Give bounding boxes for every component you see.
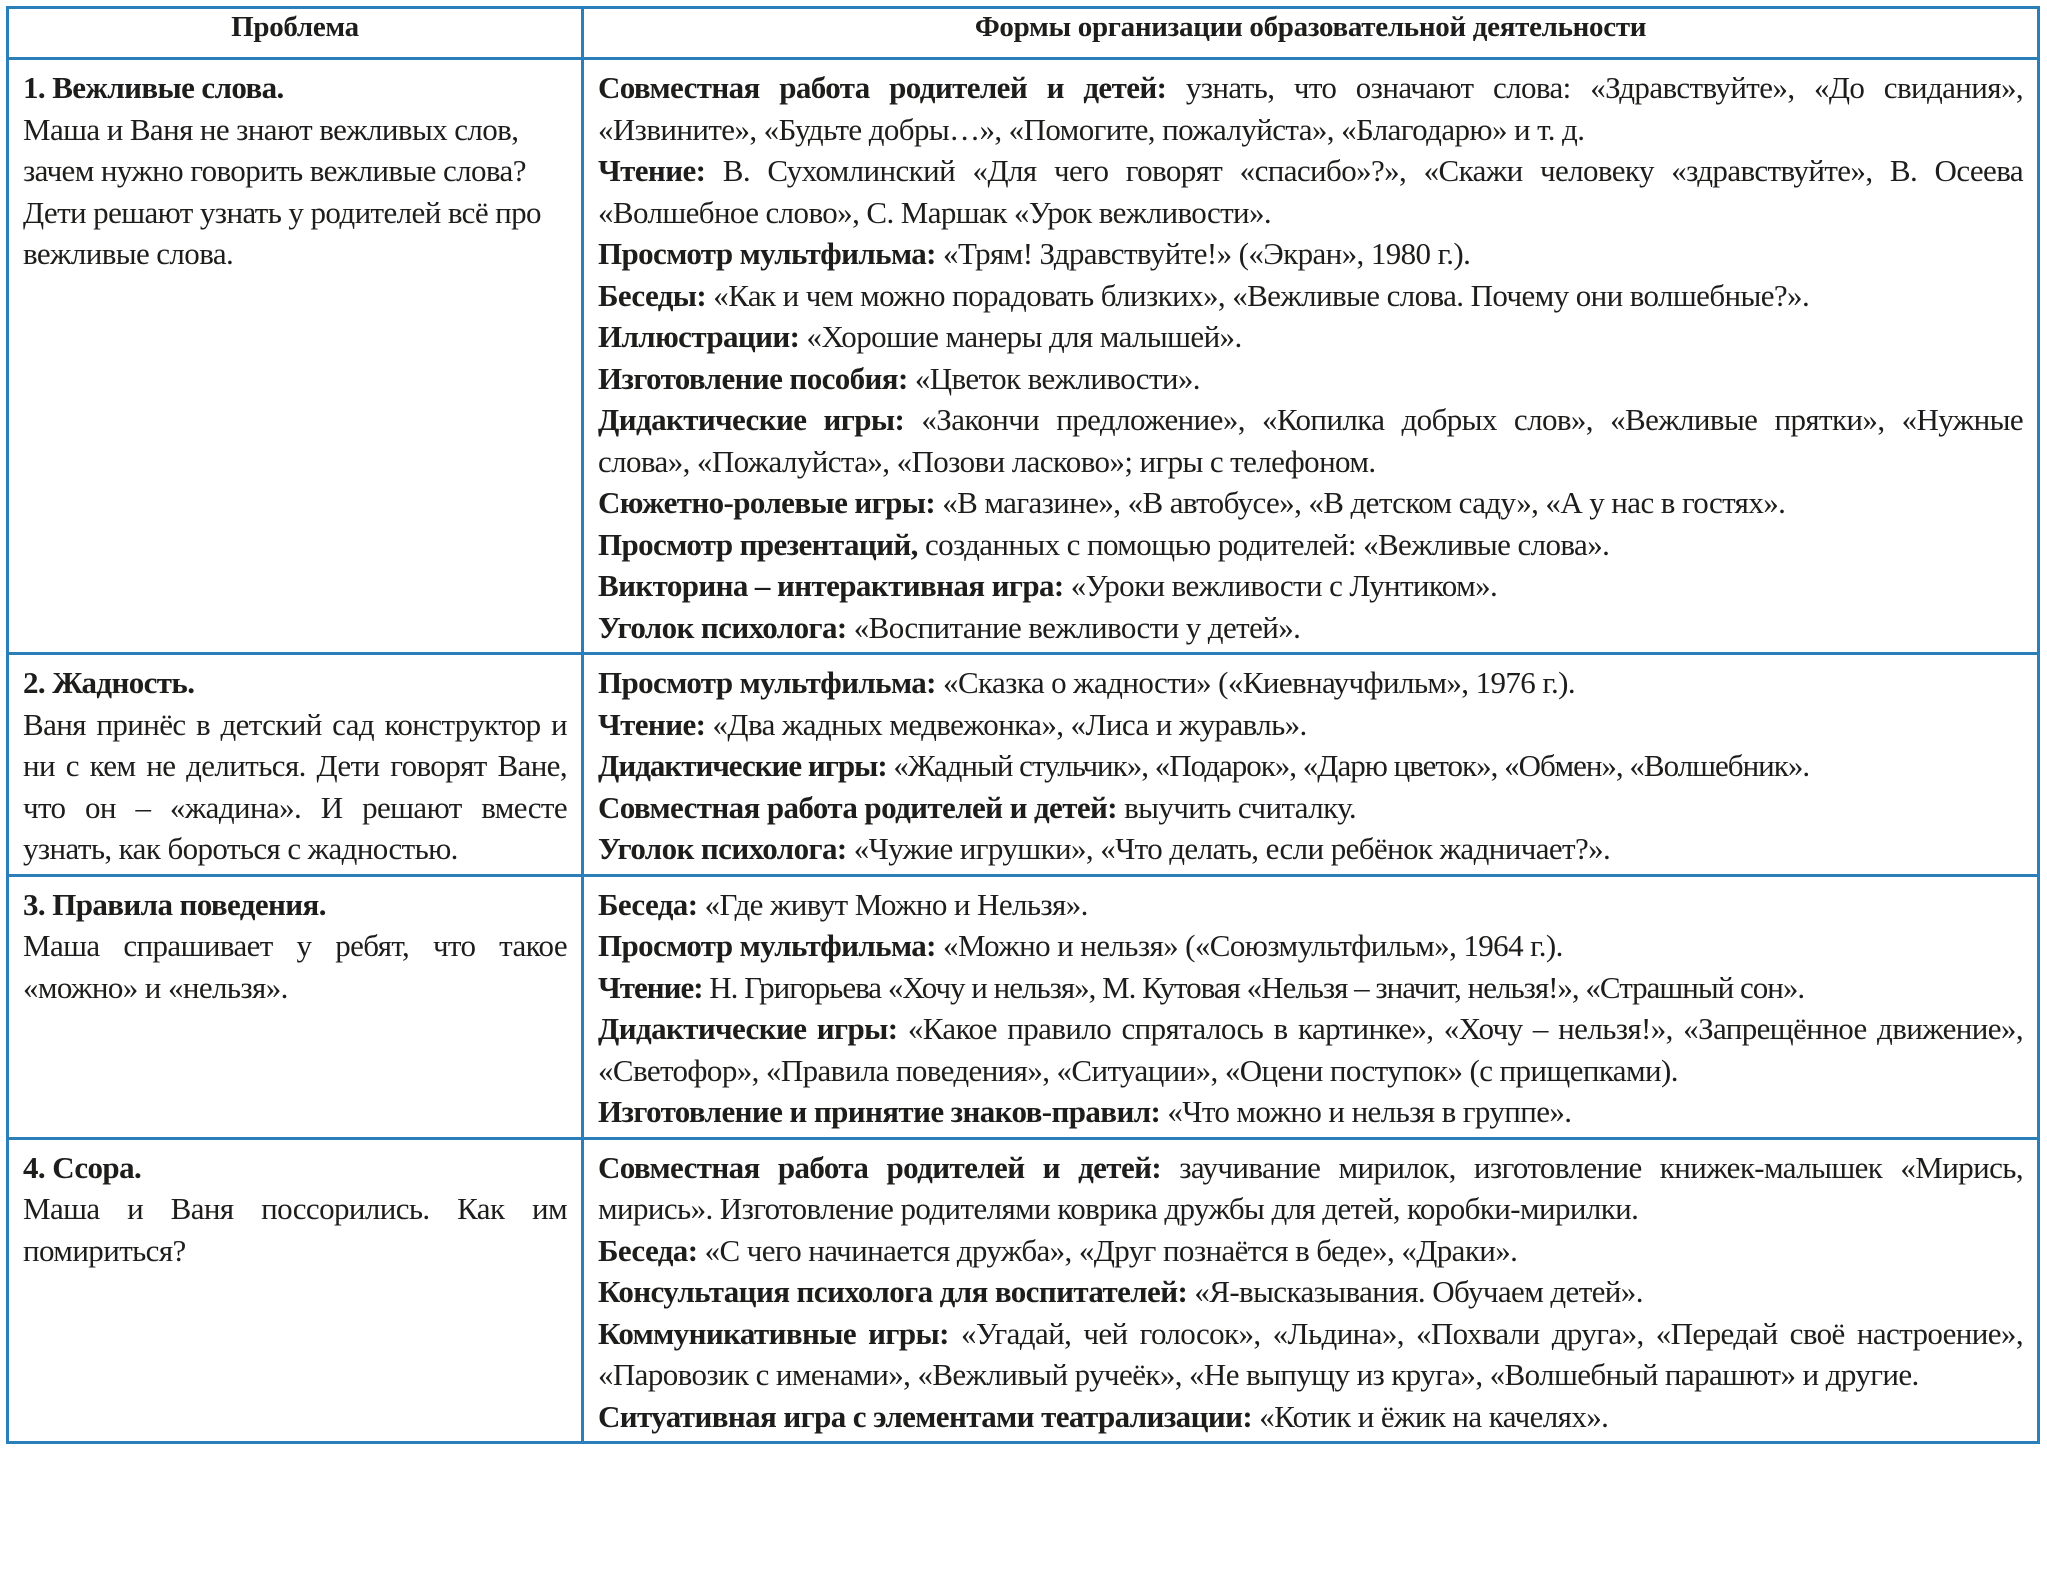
problem-title: 3. Правила поведения. — [23, 886, 326, 922]
problem-description: Ваня принёс в детский сад конструктор и ни с кем не делиться. Дети говорят Ване, что он – «жадина». И решают вместе узнать, как бороться с жадностью. — [23, 706, 567, 866]
table-row — [8, 1138, 2039, 1443]
activity-label: Просмотр презентаций, — [598, 526, 918, 562]
activity-label: Сюжетно-ролевые игры: — [598, 485, 936, 520]
activity-label: Просмотр мультфильма: — [598, 665, 936, 700]
activity-text: заучивание мирилок, изготовление книжек-малышек «Мирись, мирись». Изготовление родителями коврика дружбы для детей, коробки-мирилки. — [598, 1149, 2023, 1226]
activity-text: «Жадный стульчик», «Подарок», «Дарю цветок», «Обмен», «Волшебник». — [886, 748, 1810, 783]
header-problem: Проблема — [8, 8, 583, 59]
activity-text: «С чего начинается дружба», «Друг познаётся в беде», «Драки». — [697, 1232, 1518, 1268]
problem-description: Маша и Ваня поссорились. Как им помириться? — [23, 1191, 567, 1268]
activity-text: «Два жадных медвежонка», «Лиса и журавль». — [705, 706, 1307, 742]
activity-entry — [598, 316, 2023, 358]
activity-text: «Где живут Можно и Нельзя». — [697, 886, 1088, 922]
activity-label: Викторина – интерактивная игра: — [598, 568, 1064, 603]
activity-label: Коммуникативные игры: — [598, 1315, 949, 1351]
activity-text: В. Сухомлинский «Для чего говорят «спасибо»?», «Скажи человеку «здравствуйте», В. Осеева «Волшебное слово», С. Маршак «Урок вежливости». — [598, 153, 2023, 230]
activity-label: Совместная работа родителей и детей: — [598, 1149, 1162, 1185]
activity-text: «Угадай, чей голосок», «Льдина», «Похвали друга», «Передай своё настроение», «Паровозик с именами», «Вежливый ручеёк», «Не выпущу из круга», «Волшебный парашют» и другие. — [598, 1315, 2023, 1392]
activity-text: Н. Григорьева «Хочу и нельзя», М. Кутовая «Нельзя – значит, нельзя!», «Страшный сон». — [702, 969, 1805, 1005]
activity-entry — [598, 67, 2023, 150]
activity-label: Чтение: — [598, 153, 706, 188]
activity-entry — [598, 787, 2023, 829]
activity-entry — [598, 607, 2023, 649]
activity-text: выучить считалку. — [1117, 789, 1357, 825]
activity-text: созданных с помощью родителей: «Вежливые слова». — [917, 526, 1610, 562]
activity-entry — [598, 233, 2023, 275]
activity-text: «Сказка о жадности» («Киевнаучфильм», 1976 г.). — [935, 665, 1575, 700]
activity-label: Просмотр мультфильма: — [598, 236, 936, 271]
activity-entry — [598, 358, 2023, 400]
problem-cell — [8, 1138, 583, 1443]
activity-text: «Уроки вежливости с Лунтиком». — [1063, 568, 1498, 603]
activity-label: Совместная работа родителей и детей: — [598, 789, 1117, 825]
activity-text: «Какое правило спряталось в картинке», «Хочу – нельзя!», «Запрещённое движение», «Светофор», «Правила поведения», «Ситуации», «Оцени поступок» (с прищепками). — [598, 1011, 2023, 1088]
activity-label: Иллюстрации: — [598, 319, 800, 354]
activity-label: Беседа: — [598, 886, 698, 922]
activity-label: Изготовление пособия: — [598, 360, 908, 396]
activity-entry — [598, 967, 2023, 1009]
activity-label: Изготовление и принятие знаков-правил: — [598, 1094, 1161, 1129]
activity-text: узнать, что означают слова: «Здравствуйте», «До свидания», «Извините», «Будьте добры…», «Помогите, пожалуйста», «Благодарю» и т. д. — [598, 70, 2023, 147]
problem-cell — [8, 59, 583, 654]
activity-label: Уголок психолога: — [598, 831, 847, 866]
table-row — [8, 59, 2039, 654]
activity-label: Дидактические игры: — [598, 402, 905, 437]
activity-label: Консультация психолога для воспитателей: — [598, 1274, 1188, 1309]
problem-description: Маша спрашивает у ребят, что такое «можно» и «нельзя». — [23, 928, 567, 1005]
activity-entry — [598, 399, 2023, 482]
activity-entry — [598, 1091, 2023, 1133]
activities-table-container — [6, 6, 2040, 1444]
activity-label: Чтение: — [598, 969, 703, 1005]
activity-label: Беседы: — [598, 277, 707, 313]
activity-text: «Трям! Здравствуйте!» («Экран», 1980 г.). — [935, 236, 1471, 271]
activity-text: «Что можно и нельзя в группе». — [1160, 1094, 1572, 1129]
activities-cell — [583, 654, 2039, 876]
activity-entry — [598, 662, 2023, 704]
activity-entry — [598, 565, 2023, 607]
table-row — [8, 875, 2039, 1138]
activity-label: Совместная работа родителей и детей: — [598, 70, 1167, 105]
activity-entry — [598, 150, 2023, 233]
activity-entry — [598, 1271, 2023, 1313]
activity-text: «Хорошие манеры для малышей». — [799, 319, 1242, 354]
activities-table — [6, 6, 2040, 1444]
activity-entry — [598, 1396, 2023, 1438]
activity-label: Уголок психолога: — [598, 609, 847, 645]
activity-label: Дидактические игры: — [598, 1011, 898, 1046]
activity-label: Беседа: — [598, 1232, 698, 1268]
activities-cell — [583, 875, 2039, 1138]
problem-title: 1. Вежливые слова. — [23, 70, 284, 105]
activity-text: «Котик и ёжик на качелях». — [1252, 1398, 1609, 1434]
activity-entry — [598, 884, 2023, 926]
activity-text: «Я-высказывания. Обучаем детей». — [1187, 1274, 1643, 1309]
activity-entry — [598, 1147, 2023, 1230]
activity-label: Дидактические игры: — [598, 748, 887, 783]
activity-text: «Закончи предложение», «Копилка добрых слов», «Вежливые прятки», «Нужные слова», «Пожалуйста», «Позови ласково»; игры с телефоном. — [598, 402, 2023, 479]
activity-label: Чтение: — [598, 706, 706, 742]
activity-entry — [598, 1008, 2023, 1091]
activity-entry — [598, 745, 2023, 787]
activity-label: Ситуативная игра с элементами театрализации: — [598, 1398, 1253, 1434]
activity-label: Просмотр мультфильма: — [598, 928, 936, 963]
activity-text: «Чужие игрушки», «Что делать, если ребёнок жадничает?». — [846, 831, 1611, 866]
activity-entry — [598, 1313, 2023, 1396]
activity-entry — [598, 1230, 2023, 1272]
problem-description: Маша и Ваня не знают вежливых слов, зачем нужно говорить вежливые слова? Дети решают узнать у родителей всё про вежливые слова. — [23, 111, 541, 271]
table-row — [8, 654, 2039, 876]
problem-title: 2. Жадность. — [23, 665, 195, 700]
activities-cell — [583, 59, 2039, 654]
activity-entry — [598, 524, 2023, 566]
problem-cell — [8, 654, 583, 876]
activity-text: «В магазине», «В автобусе», «В детском саду», «А у нас в гостях». — [935, 485, 1786, 520]
activity-entry — [598, 704, 2023, 746]
activity-text: «Можно и нельзя» («Союзмультфильм», 1964 г.). — [935, 928, 1563, 963]
activity-entry — [598, 482, 2023, 524]
activity-text: «Цветок вежливости». — [907, 360, 1200, 396]
problem-title: 4. Ссора. — [23, 1149, 142, 1185]
problem-cell — [8, 875, 583, 1138]
table-header-row — [8, 8, 2039, 59]
activity-text: «Воспитание вежливости у детей». — [846, 609, 1301, 645]
activity-entry — [598, 925, 2023, 967]
header-forms: Формы организации образовательной деятельности — [583, 8, 2039, 59]
activity-entry — [598, 828, 2023, 870]
activity-text: «Как и чем можно порадовать близких», «Вежливые слова. Почему они волшебные?». — [706, 277, 1810, 313]
activities-cell — [583, 1138, 2039, 1443]
activity-entry — [598, 275, 2023, 317]
